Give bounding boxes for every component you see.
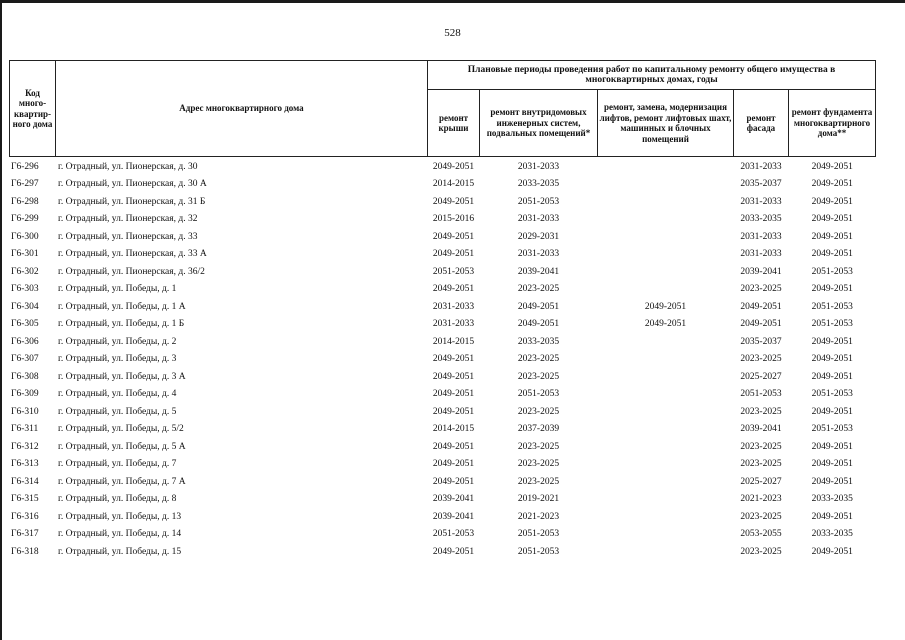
table-row [10,263,876,281]
cell-systems: 2029-2031 [517,231,560,242]
cell-code: Г6-297 [11,179,39,190]
cell-roof: 2049-2051 [432,476,475,487]
table-row [10,526,876,544]
cell-elevators [598,456,734,474]
cell-roof: 2049-2051 [432,284,475,295]
cell-code: Г6-311 [11,424,39,435]
cell-facade: 2023-2025 [740,511,782,522]
cell-address: г. Отрадный, ул. Победы, д. 5 [58,406,177,417]
cell-facade: 2023-2025 [740,406,782,417]
cell-address: г. Отрадный, ул. Победы, д. 14 [58,529,182,540]
cell-elevators [598,491,734,509]
cell-systems: 2049-2051 [517,301,560,312]
cell-facade: 2031-2033 [740,231,782,242]
cell-address: г. Отрадный, ул. Пионерская, д. 30 А [58,179,207,190]
cell-code: Г6-296 [11,161,39,172]
table-header [10,61,876,157]
cell-foundation: 2049-2051 [811,441,853,452]
cell-code: Г6-315 [11,494,39,505]
cell-code: Г6-310 [11,406,39,417]
cell-code: Г6-301 [11,249,39,260]
cell-facade: 2051-2053 [740,389,782,400]
cell-elevators [598,176,734,194]
cell-roof: 2049-2051 [432,406,475,417]
cell-facade: 2023-2025 [740,546,782,557]
table-row [10,211,876,229]
cell-roof: 2031-2033 [432,319,475,330]
cell-code: Г6-305 [11,319,39,330]
capital-repair-schedule-table [9,60,876,561]
cell-address: г. Отрадный, ул. Победы, д. 4 [58,389,177,400]
cell-code: Г6-302 [11,266,39,277]
table-row [10,491,876,509]
table-row [10,403,876,421]
table-row [10,438,876,456]
cell-address: г. Отрадный, ул. Победы, д. 1 А [58,301,186,312]
cell-elevators [598,281,734,299]
cell-elevators [598,157,734,176]
cell-code: Г6-306 [11,336,39,347]
table-row [10,333,876,351]
cell-facade: 2049-2051 [740,301,782,312]
header-code: Код много-квартир-ного дома [10,61,56,157]
cell-systems: 2051-2053 [517,196,560,207]
top-border-line [0,0,905,3]
header-address: Адрес многоквартирного дома [56,61,428,157]
header-roof: ремонт крыши [428,90,480,157]
cell-facade: 2023-2025 [740,354,782,365]
cell-elevators: 2049-2051 [644,301,687,312]
table-body [10,157,876,561]
cell-address: г. Отрадный, ул. Победы, д. 5/2 [58,424,184,435]
cell-address: г. Отрадный, ул. Победы, д. 7 [58,459,177,470]
cell-elevators [598,263,734,281]
cell-roof: 2049-2051 [432,231,475,242]
cell-facade: 2023-2025 [740,441,782,452]
cell-roof: 2014-2015 [432,424,475,435]
cell-roof: 2014-2015 [432,179,475,190]
table-row [10,316,876,334]
cell-code: Г6-303 [11,284,39,295]
cell-roof: 2049-2051 [432,546,475,557]
cell-code: Г6-313 [11,459,39,470]
cell-elevators [598,333,734,351]
cell-systems: 2023-2025 [517,371,560,382]
cell-roof: 2049-2051 [432,441,475,452]
cell-elevators [598,368,734,386]
cell-foundation: 2049-2051 [811,196,853,207]
cell-foundation: 2049-2051 [811,336,853,347]
cell-address: г. Отрадный, ул. Победы, д. 3 [58,354,177,365]
cell-systems: 2051-2053 [517,529,560,540]
cell-code: Г6-316 [11,511,39,522]
cell-foundation: 2033-2035 [811,529,853,540]
table-row [10,351,876,369]
cell-elevators [598,351,734,369]
table-row [10,456,876,474]
cell-facade: 2031-2033 [740,161,782,172]
cell-facade: 2049-2051 [740,319,782,330]
cell-foundation: 2051-2053 [811,319,853,330]
cell-foundation: 2049-2051 [811,249,853,260]
cell-systems: 2023-2025 [517,476,560,487]
cell-systems: 2051-2053 [517,389,560,400]
left-border-line [0,0,2,640]
cell-systems: 2023-2025 [517,284,560,295]
cell-address: г. Отрадный, ул. Победы, д. 8 [58,494,177,505]
header-foundation: ремонт фундамента многоквартирного дома** [789,90,876,157]
cell-address: г. Отрадный, ул. Пионерская, д. 30 [58,161,198,172]
cell-systems: 2023-2025 [517,354,560,365]
cell-elevators [598,421,734,439]
cell-facade: 2053-2055 [740,529,782,540]
cell-foundation: 2049-2051 [811,354,853,365]
cell-address: г. Отрадный, ул. Пионерская, д. 33 А [58,249,207,260]
cell-elevators: 2049-2051 [644,319,687,330]
cell-elevators [598,211,734,229]
cell-foundation: 2049-2051 [811,284,853,295]
cell-roof: 2039-2041 [432,494,475,505]
table-row [10,421,876,439]
cell-address: г. Отрадный, ул. Победы, д. 1 [58,284,177,295]
table-row [10,543,876,561]
cell-elevators [598,386,734,404]
cell-code: Г6-317 [11,529,39,540]
cell-foundation: 2049-2051 [811,476,853,487]
cell-address: г. Отрадный, ул. Пионерская, д. 33 [58,231,198,242]
cell-foundation: 2049-2051 [811,179,853,190]
cell-roof: 2031-2033 [432,301,475,312]
cell-code: Г6-304 [11,301,39,312]
cell-roof: 2049-2051 [432,459,475,470]
table-row [10,298,876,316]
cell-facade: 2031-2033 [740,196,782,207]
cell-code: Г6-308 [11,371,39,382]
cell-foundation: 2049-2051 [811,231,853,242]
cell-elevators [598,473,734,491]
cell-address: г. Отрадный, ул. Победы, д. 5 А [58,441,186,452]
table-row [10,473,876,491]
cell-code: Г6-298 [11,196,39,207]
cell-code: Г6-314 [11,476,39,487]
cell-elevators [598,508,734,526]
cell-roof: 2051-2053 [432,529,475,540]
cell-elevators [598,543,734,561]
cell-systems: 2023-2025 [517,459,560,470]
cell-systems: 2031-2033 [517,161,560,172]
cell-foundation: 2049-2051 [811,511,853,522]
cell-code: Г6-318 [11,546,39,557]
table-row [10,508,876,526]
header-facade: ремонт фасада [734,90,789,157]
cell-foundation: 2049-2051 [811,371,853,382]
cell-code: Г6-307 [11,354,39,365]
cell-code: Г6-309 [11,389,39,400]
page-number: 528 [444,27,461,39]
cell-roof: 2049-2051 [432,371,475,382]
cell-systems: 2033-2035 [517,336,560,347]
cell-code: Г6-312 [11,441,39,452]
header-elevators: ремонт, замена, модернизация лифтов, ремонт лифтовых шахт, машинных и блочных помещений [598,90,734,157]
table-row [10,368,876,386]
cell-facade: 2039-2041 [740,424,782,435]
cell-code: Г6-299 [11,214,39,225]
cell-facade: 2039-2041 [740,266,782,277]
cell-systems: 2023-2025 [517,406,560,417]
cell-foundation: 2049-2051 [811,546,853,557]
cell-systems: 2021-2023 [517,511,560,522]
cell-elevators [598,403,734,421]
cell-facade: 2025-2027 [740,371,782,382]
table-row [10,157,876,176]
cell-roof: 2049-2051 [432,249,475,260]
cell-roof: 2051-2053 [432,266,475,277]
cell-elevators [598,193,734,211]
cell-roof: 2039-2041 [432,511,475,522]
cell-systems: 2033-2035 [517,179,560,190]
table-row [10,281,876,299]
cell-address: г. Отрадный, ул. Победы, д. 1 Б [58,319,185,330]
header-systems: ремонт внутридомовых инженерных систем, подвальных помещений* [480,90,598,157]
cell-facade: 2023-2025 [740,284,782,295]
cell-facade: 2031-2033 [740,249,782,260]
table-row [10,228,876,246]
cell-foundation: 2049-2051 [811,161,853,172]
cell-facade: 2021-2023 [740,494,782,505]
cell-address: г. Отрадный, ул. Победы, д. 3 А [58,371,186,382]
cell-address: г. Отрадный, ул. Победы, д. 7 А [58,476,186,487]
table-row [10,246,876,264]
cell-elevators [598,228,734,246]
cell-facade: 2023-2025 [740,459,782,470]
cell-facade: 2025-2027 [740,476,782,487]
cell-address: г. Отрадный, ул. Пионерская, д. 32 [58,214,198,225]
cell-roof: 2049-2051 [432,161,475,172]
cell-foundation: 2049-2051 [811,406,853,417]
cell-address: г. Отрадный, ул. Пионерская, д. 36/2 [58,266,205,277]
cell-elevators [598,526,734,544]
cell-foundation: 2051-2053 [811,266,853,277]
cell-foundation: 2051-2053 [811,424,853,435]
cell-systems: 2049-2051 [517,319,560,330]
cell-systems: 2023-2025 [517,441,560,452]
cell-systems: 2051-2053 [517,546,560,557]
table-row [10,386,876,404]
cell-elevators [598,438,734,456]
cell-foundation: 2051-2053 [811,301,853,312]
cell-address: г. Отрадный, ул. Победы, д. 15 [58,546,182,557]
cell-roof: 2015-2016 [432,214,475,225]
cell-systems: 2019-2021 [517,494,560,505]
table-row [10,176,876,194]
cell-systems: 2031-2033 [517,214,560,225]
cell-code: Г6-300 [11,231,39,242]
cell-systems: 2039-2041 [517,266,560,277]
cell-roof: 2049-2051 [432,196,475,207]
cell-address: г. Отрадный, ул. Победы, д. 13 [58,511,182,522]
cell-elevators [598,246,734,264]
cell-address: г. Отрадный, ул. Победы, д. 2 [58,336,177,347]
cell-facade: 2033-2035 [740,214,782,225]
cell-foundation: 2049-2051 [811,214,853,225]
cell-roof: 2049-2051 [432,354,475,365]
cell-facade: 2035-2037 [740,336,782,347]
table-row [10,193,876,211]
header-periods: Плановые периоды проведения работ по капитальному ремонту общего имущества в многоквартирных домах, годы [428,61,876,90]
cell-roof: 2014-2015 [432,336,475,347]
cell-facade: 2035-2037 [740,179,782,190]
cell-systems: 2031-2033 [517,249,560,260]
cell-systems: 2037-2039 [517,424,560,435]
cell-roof: 2049-2051 [432,389,475,400]
cell-address: г. Отрадный, ул. Пионерская, д. 31 Б [58,196,206,207]
cell-foundation: 2049-2051 [811,459,853,470]
cell-foundation: 2051-2053 [811,389,853,400]
cell-foundation: 2033-2035 [811,494,853,505]
